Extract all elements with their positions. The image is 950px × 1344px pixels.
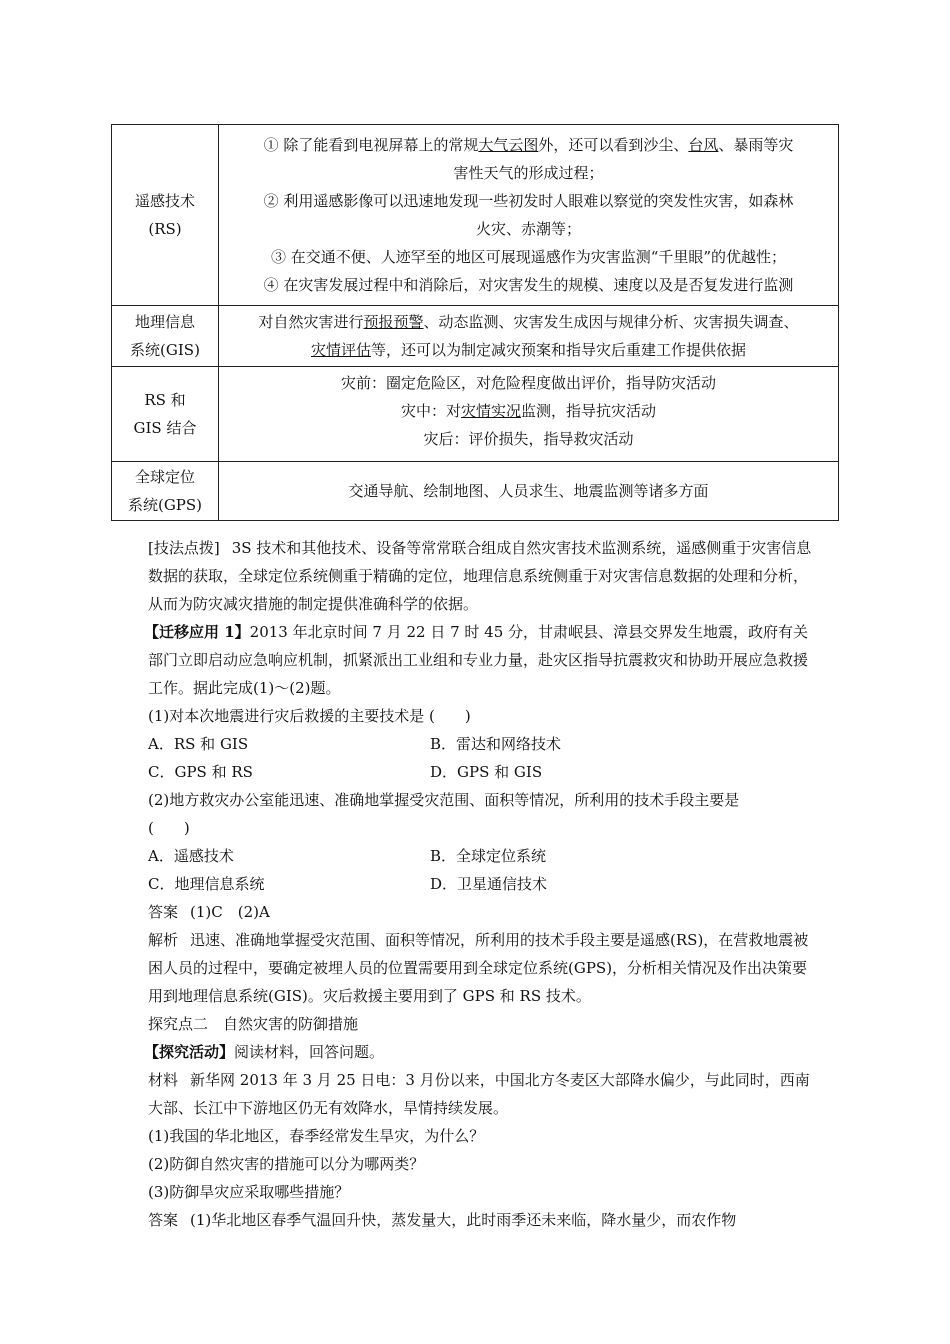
underlined-term: 大气云图 (478, 136, 539, 154)
row-label-rs (112, 125, 219, 306)
content-line (225, 131, 832, 159)
options-row (148, 870, 820, 898)
underlined-term: 灾情评估 (310, 341, 371, 359)
section-title: 探究点二 自然灾害的防御措施 (148, 1015, 359, 1033)
question-a: (1)我国的华北地区，春季经常发生旱灾，为什么？ (148, 1127, 485, 1145)
analysis-text: 迅速、准确地掌握受灾范围、面积等情况，所利用的技术手段主要是遥感(RS)，在营救地震被困人员的过程中，要确定被埋人员的位置需要用到全球定位系统(GPS)，分析相关情况及作出决策要用到地理信息系统(GIS)。灾后救援主要用到了 GPS 和 RS 技术。 (148, 931, 809, 1005)
answer-text: (1)华北地区春季气温回升快，蒸发量大，此时雨季还未来临，降水量少，而农作物 (190, 1211, 737, 1229)
content-line: ③ 在交通不便、人迹罕至的地区可展现遥感作为灾害监测“千里眼”的优越性； (270, 248, 787, 266)
transfer-tag: 【迁移应用 1】 (144, 623, 250, 641)
option-d: D．GPS 和 GIS (430, 763, 543, 781)
activity-line (144, 1038, 820, 1066)
text-span: 、动态监测、灾害发生成因与规律分析、灾害损失调查、 (423, 313, 799, 331)
answer-label: 答案 (148, 903, 179, 921)
label-line: RS 和 (144, 391, 186, 409)
answer2-line (148, 1206, 820, 1234)
label-line: 遥感技术 (134, 192, 195, 210)
text-span: 灾中：对 (400, 402, 461, 420)
label-line: 系统(GPS) (127, 496, 203, 514)
text-span: 外，还可以看到沙尘、 (538, 136, 689, 154)
row-content-gis (219, 306, 839, 367)
material-label: 材料 (148, 1071, 179, 1089)
content-line: ② 利用遥感影像可以迅速地发现一些初发时人眼难以察觉的突发性灾害，如森林 (263, 192, 794, 210)
text-span: ① 除了能看到电视屏幕上的常规 (263, 136, 479, 154)
option-d: D．卫星通信技术 (430, 875, 548, 893)
material-paragraph (148, 1066, 820, 1122)
label-line: 地理信息 (134, 313, 195, 331)
question-2: (2)地方救灾办公室能迅速、准确地掌握受灾范围、面积等情况，所利用的技术手段主要是 (148, 791, 740, 809)
option-b: B．全球定位系统 (430, 847, 547, 865)
option-b: B．雷达和网络技术 (430, 735, 562, 753)
row-label-gis (112, 306, 219, 367)
table-row-gis (112, 306, 839, 367)
tip-paragraph (148, 534, 820, 618)
technology-table (111, 124, 839, 521)
content-line: 害性天气的形成过程； (453, 164, 604, 182)
content-line (225, 336, 832, 364)
content-line (225, 308, 832, 336)
answer-label: 答案 (148, 1211, 179, 1229)
label-line: 系统(GIS) (130, 341, 200, 359)
content-line: 火灾、赤潮等； (475, 220, 581, 238)
label-line: GIS 结合 (133, 419, 197, 437)
tip-tag: [技法点拨] (148, 539, 220, 557)
options-row (148, 730, 820, 758)
option-c: C．GPS 和 RS (148, 763, 253, 781)
analysis-paragraph (148, 926, 820, 1010)
answer-text: (1)C (2)A (190, 903, 270, 921)
text-span: 、暴雨等灾 (718, 136, 794, 154)
content-line: 灾前：圈定危险区，对危险程度做出评价，指导防灾活动 (340, 374, 716, 392)
question-2-paren: ( ) (148, 819, 190, 837)
analysis-label: 解析 (148, 931, 179, 949)
material-text: 新华网 2013 年 3 月 25 日电：3 月份以来，中国北方冬麦区大部降水偏少，与此同时，西南大部、长江中下游地区仍无有效降水，旱情持续发展。 (148, 1071, 810, 1117)
activity-text: 阅读材料，回答问题。 (234, 1043, 385, 1061)
table-row-rs-gis (112, 367, 839, 462)
question-1: (1)对本次地震进行灾后救援的主要技术是 ( ) (148, 707, 471, 725)
tip-text: 3S 技术和其他技术、设备等常常联合组成自然灾害技术监测系统，遥感侧重于灾害信息数据的获取，全球定位系统侧重于精确的定位，地理信息系统侧重于对灾害信息数据的处理和分析，从而为防灾减灾措施的制定提供准确科学的依据。 (148, 539, 812, 613)
question-c: (3)防御旱灾应采取哪些措施？ (148, 1183, 350, 1201)
content-line: 灾后：评价损失，指导救灾活动 (423, 430, 634, 448)
table-row-gps (112, 462, 839, 521)
row-label-rs-gis (112, 367, 219, 462)
option-a: A．遥感技术 (148, 847, 234, 865)
content-line: ④ 在灾害发展过程中和消除后，对灾害发生的规模、速度以及是否复发进行监测 (263, 276, 794, 294)
row-content-rs (219, 125, 839, 306)
text-span: 对自然灾害进行 (258, 313, 364, 331)
table-row-rs (112, 125, 839, 306)
row-content-rs-gis (219, 367, 839, 462)
body-text (144, 534, 820, 1234)
transfer-text: 2013 年北京时间 7 月 22 日 7 时 45 分，甘肃岷县、漳县交界发生地震，政府有关部门立即启动应急响应机制，抓紧派出工业组和专业力量，赴灾区指导抗震救灾和协助开展应急救援工作。据此完成(1)～(2)题。 (148, 623, 809, 697)
label-line: 全球定位 (134, 468, 195, 486)
option-c: C．地理信息系统 (148, 875, 265, 893)
underlined-term: 灾情实况 (460, 402, 521, 420)
option-a: A．RS 和 GIS (148, 735, 249, 753)
row-content-gps: 交通导航、绘制地图、人员求生、地震监测等诸多方面 (219, 462, 839, 521)
activity-tag: 【探究活动】 (144, 1043, 235, 1061)
options-row (148, 758, 820, 786)
options-row (148, 842, 820, 870)
underlined-term: 台风 (688, 136, 719, 154)
transfer-paragraph (144, 618, 820, 702)
underlined-term: 预报预警 (363, 313, 424, 331)
question-b: (2)防御自然灾害的措施可以分为哪两类？ (148, 1155, 425, 1173)
content-line (225, 397, 832, 425)
text-span: 等，还可以为制定减灾预案和指导灾后重建工作提供依据 (371, 341, 747, 359)
row-label-gps (112, 462, 219, 521)
label-line: (RS) (148, 220, 182, 238)
text-span: 监测，指导抗灾活动 (521, 402, 657, 420)
answer-line (148, 898, 820, 926)
